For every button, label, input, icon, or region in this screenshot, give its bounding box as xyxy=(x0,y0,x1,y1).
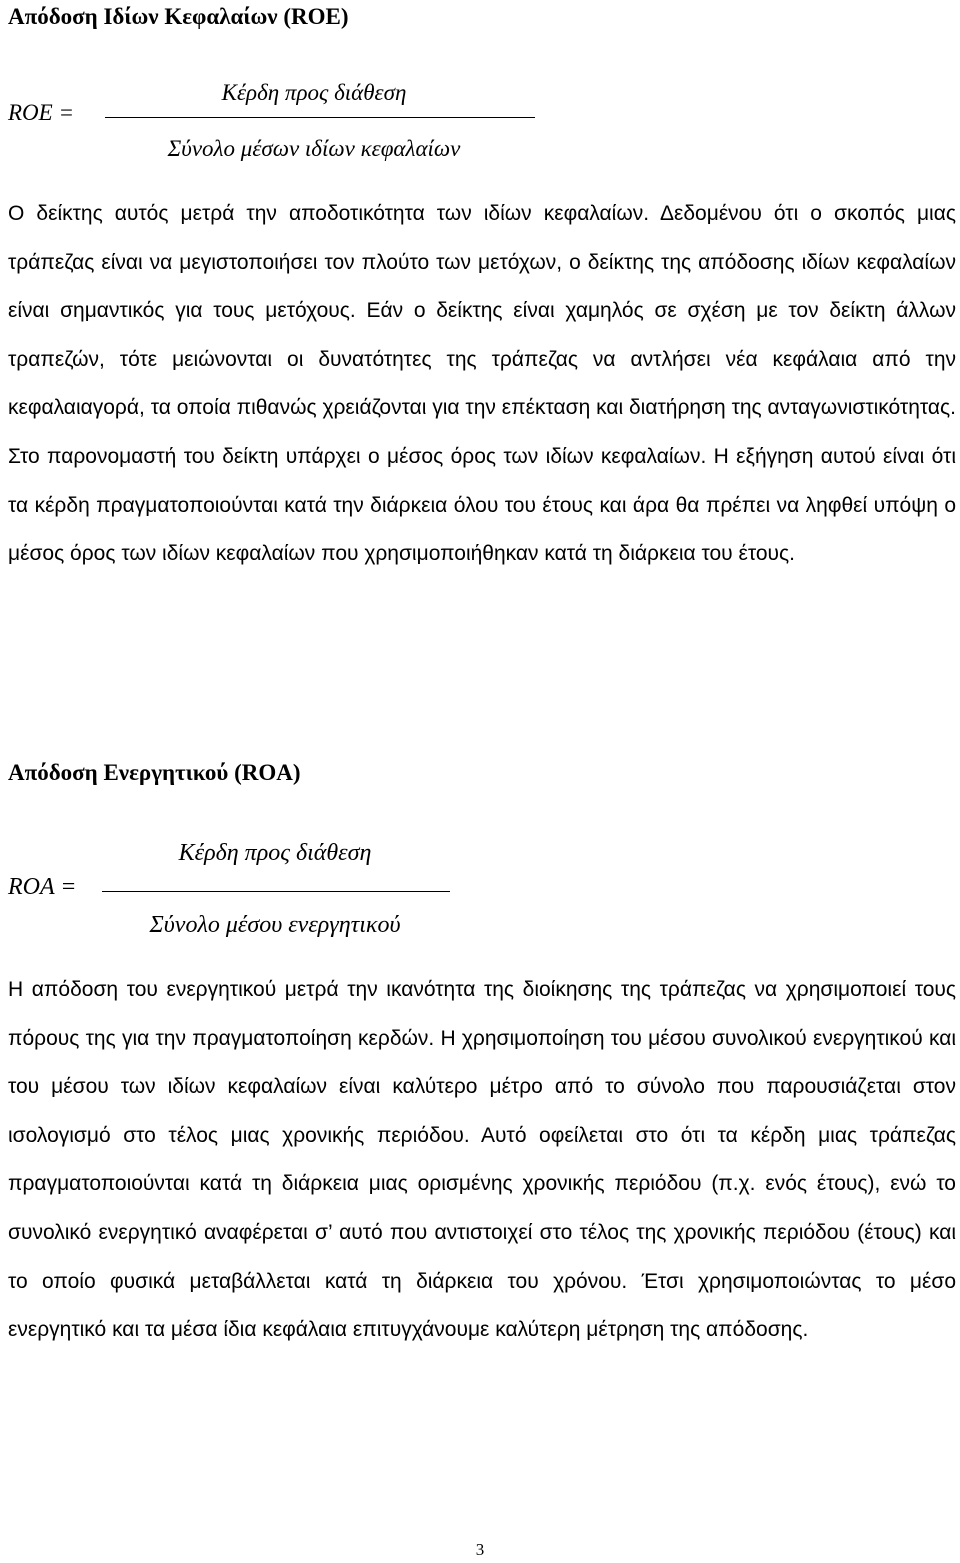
roe-formula-numerator: Κέρδη προς διάθεση xyxy=(221,80,407,105)
roe-paragraph: Ο δείκτης αυτός μετρά την αποδοτικότητα των ιδίων κεφαλαίων. Δεδομένου ότι ο σκοπός μιας τράπεζας είναι να μεγιστοποιήσει τον πλούτο των μετόχων, ο δείκτης της απόδοσης ιδίων κεφαλαίων είναι σημαντικός για τους μετόχους. Εάν ο δείκτης είναι χαμηλός σε σχέση με τον δείκτη άλλων τραπεζών, τότε μειώνονται οι δυνατότητες της τράπεζας να αντλήσει νέα κεφάλαια από την κεφαλαιαγορά, τα οποία πιθανώς χρειάζονται για την επέκταση και διατήρηση της ανταγωνιστικότητας. Στο παρονομαστή του δείκτη υπάρχει ο μέσος όρος των ιδίων κεφαλαίων. Η εξήγηση αυτού είναι ότι τα κέρδη πραγματοποιούνται κατά την διάρκεια όλου του έτους και άρα θα πρέπει να ληφθεί υπόψη ο μέσος όρος των ιδίων κεφαλαίων που χρησιμοποιήθηκαν κατά τη διάρκεια του έτους. xyxy=(8,202,956,566)
roa-heading: Απόδοση Ενεργητικού (ROA) xyxy=(8,760,301,785)
roe-fraction-bar xyxy=(105,117,535,118)
roe-formula xyxy=(8,80,548,170)
roa-formula-lhs: ROA = xyxy=(8,874,77,900)
page-number: 3 xyxy=(475,1540,485,1559)
roe-formula-lhs: ROE = xyxy=(8,100,74,125)
roe-formula-denominator: Σύνολο μέσων ιδίων κεφαλαίων xyxy=(167,136,461,161)
roe-heading: Απόδοση Ιδίων Κεφαλαίων (ROE) xyxy=(8,4,349,29)
roa-formula xyxy=(8,840,468,940)
roa-formula-numerator: Κέρδη προς διάθεση xyxy=(178,840,372,866)
roa-paragraph: Η απόδοση του ενεργητικού μετρά την ικανότητα της διοίκησης της τράπεζας να χρησιμοποιεί τους πόρους της για την πραγματοποίηση κερδών. Η χρησιμοποίηση του μέσου συνολικού ενεργητικού και του μέσου των ιδίων κεφαλαίων είναι καλύτερο μέτρο από το σύνολο που παρουσιάζεται στον ισολογισμό στο τέλος μιας χρονικής περιόδου. Αυτό οφείλεται στο ότι τα κέρδη μιας τράπεζας πραγματοποιούνται κατά τη διάρκεια μιας ορισμένης χρονικής περιόδου (π.χ. ενός έτους), ενώ το συνολικό ενεργητικό αναφέρεται σ’ αυτό που αντιστοιχεί στο τέλος της χρονικής περιόδου (έτους) και το οποίο φυσικά μεταβάλλεται κατά τη διάρκεια του χρόνου. Έτσι χρησιμοποιώντας το μέσο ενεργητικό και τα μέσα ίδια κεφάλαια επιτυγχάνουμε καλύτερη μέτρηση της απόδοσης. xyxy=(8,978,956,1342)
roa-fraction-bar xyxy=(102,891,450,892)
roa-formula-denominator: Σύνολο μέσου ενεργητικού xyxy=(149,912,401,938)
